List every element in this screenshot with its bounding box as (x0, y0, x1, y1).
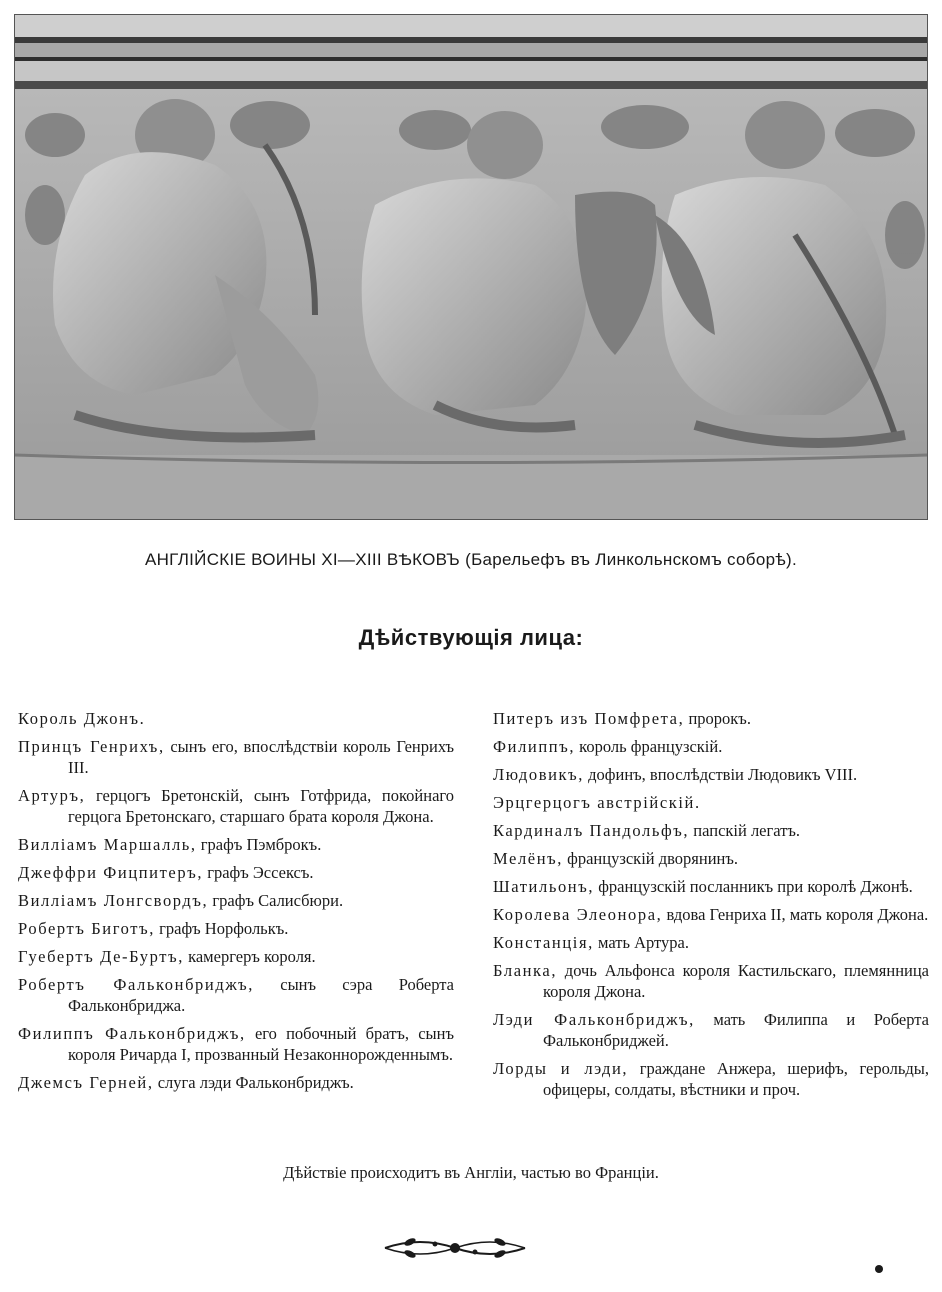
cast-description: французскій дворянинъ. (567, 849, 739, 868)
cast-description: камергеръ короля. (188, 947, 316, 966)
cast-name: Артуръ, (18, 786, 86, 805)
cast-description: графъ Салисбюри. (212, 891, 344, 910)
cast-entry (493, 932, 929, 953)
cast-description: пророкъ. (688, 709, 751, 728)
cast-description: графъ Эссексъ. (207, 863, 314, 882)
cast-description: дочь Альфонса короля Кастильскаго, племянница короля Джона. (543, 961, 930, 1001)
cast-entry (18, 834, 454, 855)
cast-description: его побочный братъ, сынъ короля Ричарда I, прозванный Незаконнорожденнымъ. (68, 1024, 454, 1064)
cast-name: Робертъ Биготъ, (18, 919, 155, 938)
cast-name: Гуебертъ Де-Буртъ, (18, 947, 184, 966)
cast-description: графъ Пэмброкъ. (200, 835, 322, 854)
cast-name: Вилліамъ Маршалль, (18, 835, 197, 854)
illustration-caption (0, 550, 942, 570)
cast-name: Лорды и лэди, (493, 1059, 629, 1078)
caption-source: (Барельефъ въ Линкольнскомъ соборѣ). (465, 550, 798, 569)
cast-name: Вилліамъ Лонгсвордъ, (18, 891, 209, 910)
cast-description: дофинъ, впослѣдствіи Людовикъ VIII. (588, 765, 858, 784)
cast-name: Шатильонъ, (493, 877, 595, 896)
cast-entry (493, 820, 929, 841)
cast-description: мать Филиппа и Роберта Фальконбриджей. (543, 1010, 929, 1050)
cast-description: граждане Анжера, шерифъ, герольды, офицеры, солдаты, вѣстники и проч. (543, 1059, 929, 1099)
cast-entry (18, 974, 454, 1016)
cast-entry (18, 890, 454, 911)
cast-entry (493, 736, 929, 757)
cast-entry (18, 862, 454, 883)
cast-entry (18, 708, 454, 729)
setting-note: Дѣйствіе происходитъ въ Англіи, частью во Франціи. (283, 1163, 659, 1182)
caption-main: АНГЛІЙСКІЕ ВОИНЫ XI—XIII ВѢКОВЪ (144, 550, 461, 569)
cast-entry (493, 904, 929, 925)
cast-entry (18, 946, 454, 967)
cast-name: Филиппъ Фальконбриджъ, (18, 1024, 246, 1043)
cast-entry (493, 792, 929, 813)
cast-name: Король Джонъ. (18, 709, 146, 728)
cast-description: мать Артура. (598, 933, 689, 952)
cast-entry (493, 960, 929, 1002)
cast-entry (493, 708, 929, 729)
cast-name: Питеръ изъ Помфрета, (493, 709, 685, 728)
cast-description: сынъ его, впослѣдствіи король Генрихъ III. (68, 737, 454, 777)
cast-name: Лэди Фальконбриджъ, (493, 1010, 695, 1029)
cast-name: Филиппъ, (493, 737, 576, 756)
cast-description: французскій посланникъ при королѣ Джонѣ. (598, 877, 913, 896)
cast-entry (18, 736, 454, 778)
page-mark (875, 1265, 883, 1273)
cast-description: папскій легатъ. (693, 821, 801, 840)
cast-name: Принцъ Генрихъ, (18, 737, 165, 756)
cast-entry (18, 1072, 454, 1093)
cast-entry (493, 876, 929, 897)
floral-ornament-icon (380, 1232, 530, 1264)
cast-entry (493, 848, 929, 869)
cast-list-left (18, 708, 454, 1100)
cast-name: Эрцгерцогъ австрійскій. (493, 793, 701, 812)
cast-entry (493, 764, 929, 785)
cast-entry (493, 1058, 929, 1100)
cast-description: графъ Норфолькъ. (159, 919, 289, 938)
cast-entry (18, 785, 454, 827)
cast-entry (18, 1023, 454, 1065)
bas-relief-illustration (14, 14, 928, 520)
cast-description: вдова Генриха II, мать короля Джона. (666, 905, 929, 924)
bas-relief-drawing (15, 15, 927, 519)
cast-name: Констанція, (493, 933, 594, 952)
cast-name: Бланка, (493, 961, 558, 980)
cast-name: Людовикъ, (493, 765, 585, 784)
cast-description: слуга лэди Фальконбриджъ. (157, 1073, 354, 1092)
cast-name: Джемсъ Герней, (18, 1073, 154, 1092)
cast-description: сынъ сэра Роберта Фальконбриджа. (68, 975, 454, 1015)
cast-entry (493, 1009, 929, 1051)
cast-name: Мелёнъ, (493, 849, 564, 868)
cast-description: король французскій. (579, 737, 723, 756)
cast-description: герцогъ Бретонскій, сынъ Готфрида, покойнаго герцога Бретонскаго, старшаго брата короля Джона. (68, 786, 454, 826)
cast-name: Робертъ Фальконбриджъ, (18, 975, 254, 994)
cast-name: Джеффри Фицпитеръ, (18, 863, 204, 882)
cast-name: Королева Элеонора, (493, 905, 663, 924)
cast-list-right (493, 708, 929, 1107)
dramatis-personae-heading: Дѣйствующія лица: (358, 625, 584, 650)
cast-name: Кардиналъ Пандольфъ, (493, 821, 690, 840)
cast-entry (18, 918, 454, 939)
